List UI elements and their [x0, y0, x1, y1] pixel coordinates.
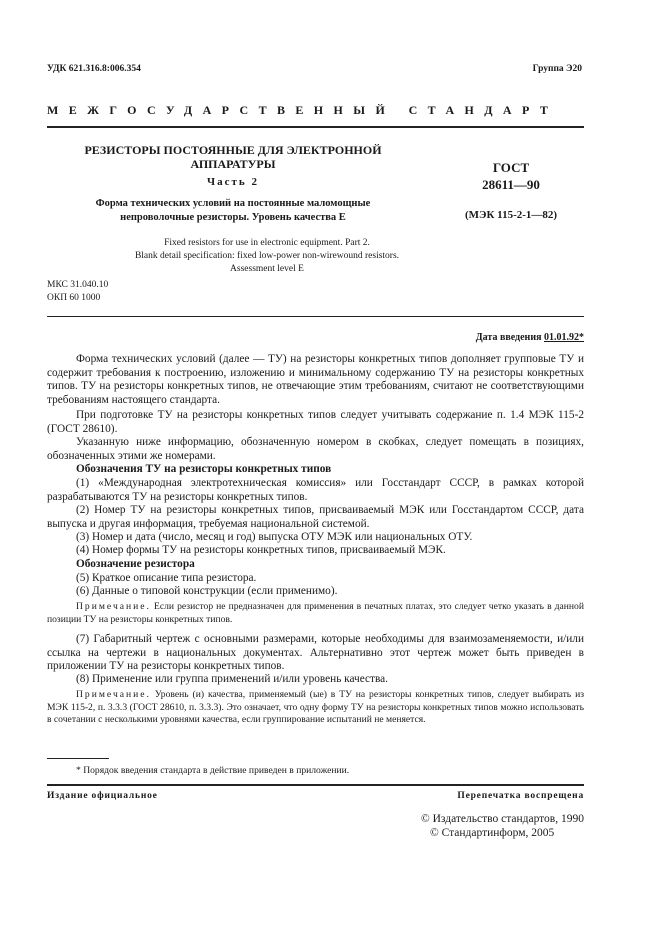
item-8: (8) Применение или группа применений и/или уровень качества. [76, 673, 389, 685]
title-subtitle [62, 197, 404, 225]
item-1: (1) «Международная электротехническая комиссия» или Госстандарт СССР, в рамках которой разрабатываются ТУ на резисторы конкретных типов. [47, 477, 584, 503]
title-block [62, 143, 404, 171]
english-title-line-3: Assessment level E [230, 264, 304, 274]
gost-number: 28611—90 [482, 177, 540, 192]
item-4: (4) Номер формы ТУ на резисторы конкретных типов, присваиваемый МЭК. [76, 544, 446, 556]
header-rule [47, 316, 584, 317]
item-7: (7) Габаритный чертеж с основными размерами, которые необходимы для взаимозаменяемости, и/или ссылка на чертежи в национальных документах. Альтернативно этот чертеж может быть приведен в приложении ТУ на резисторы конкретных типов. [47, 633, 584, 673]
note-2 [47, 689, 584, 727]
copyright-1: © Издательство стандартов, 1990 [420, 813, 584, 825]
reprint-prohibited: Перепечатка воспрещена [457, 791, 584, 801]
footnote: * Порядок введения стандарта в действие приведен в приложении. [76, 765, 350, 776]
note-2-text: Уровень (и) качества, применяемый (ые) в ТУ на резисторы конкретных типов, следует выбирать из МЭК 115-2, п. 3.3.3 (ГОСТ 28610, п. 3.3.3). Это означает, что одну форму ТУ на резисторы конкретных типов можно использовать в сочетании с несколькими уровнями качества, если группирование испытаний не меняется. [47, 689, 584, 725]
heading-resistor-designation: Обозначение резистора [76, 558, 195, 570]
group-code: Группа Э20 [532, 64, 582, 74]
copyright-2: © Стандартинформ, 2005 [429, 827, 555, 839]
intro-date-value: 01.01.92* [544, 332, 584, 343]
heading-spec-designation: Обозначения ТУ на резисторы конкретных типов [76, 463, 332, 475]
item-5: (5) Краткое описание типа резистора. [76, 572, 257, 584]
banner-rule [47, 126, 584, 128]
edition-official: Издание официальное [47, 791, 158, 801]
gost-designation [436, 159, 586, 193]
okp-code: ОКП 60 1000 [47, 293, 101, 303]
title-line-1: РЕЗИСТОРЫ ПОСТОЯННЫЕ ДЛЯ ЭЛЕКТРОННОЙ [84, 143, 382, 157]
note-1-label: Примечание. [76, 601, 151, 612]
item-3: (3) Номер и дата (число, месяц и год) выпуска ОТУ МЭК или национальных ОТУ. [76, 531, 473, 543]
copyright-block [421, 812, 584, 840]
subtitle-line-2: непроволочные резисторы. Уровень качества Е [120, 212, 346, 223]
note-1 [47, 601, 584, 626]
standard-banner: МЕЖГОСУДАРСТВЕННЫЙ СТАНДАРТ [47, 103, 559, 117]
footer-rule [47, 784, 584, 786]
footnote-rule [47, 758, 109, 759]
udk-code: УДК 621.316.8:006.354 [47, 64, 141, 74]
english-title-line-1: Fixed resistors for use in electronic equipment. Part 2. [164, 238, 370, 248]
note-1-text: Если резистор не предназначен для применения в печатных платах, это следует четко указать в данной позиции ТУ на резисторы конкретных типов. [47, 601, 584, 625]
english-title [62, 237, 472, 276]
paragraph-1: Форма технических условий (далее — ТУ) на резисторы конкретных типов дополняет групповые ТУ и содержит требования к построению, изложению и минимальному содержанию ТУ на резисторы конкретных типов. ТУ на резисторы конкретных типов, не отвечающие этим требованиям, считают не соответствующими требованиям настоящего стандарта. [47, 353, 584, 406]
title-line-2: АППАРАТУРЫ [190, 157, 276, 171]
item-6: (6) Данные о типовой конструкции (если применимо). [76, 585, 338, 597]
subtitle-line-1: Форма технических условий на постоянные маломощные [95, 198, 371, 209]
note-2-label: Примечание. [76, 689, 151, 700]
item-2: (2) Номер ТУ на резисторы конкретных типов, присваиваемый МЭК или Госстандартом СССР, дата выпуска и другая информация, требуемая национальной системой. [47, 504, 584, 530]
gost-label: ГОСТ [492, 160, 530, 175]
intro-date-label: Дата введения [475, 332, 542, 343]
classifiers [47, 279, 108, 305]
iec-reference: (МЭК 115-2-1—82) [464, 209, 558, 221]
paragraph-2: При подготовке ТУ на резисторы конкретных типов следует учитывать содержание п. 1.4 МЭК 115-2 (ГОСТ 28610). [47, 409, 584, 435]
english-title-line-2: Blank detail specification: fixed low-power non-wirewound resistors. [134, 251, 400, 261]
paragraph-3: Указанную ниже информацию, обозначенную номером в скобках, следует помещать в позициях, обозначенных этими же номерами. [47, 436, 584, 462]
title-part: Часть 2 [207, 176, 259, 188]
mks-code: МКС 31.040.10 [47, 280, 109, 290]
intro-date [476, 332, 584, 343]
